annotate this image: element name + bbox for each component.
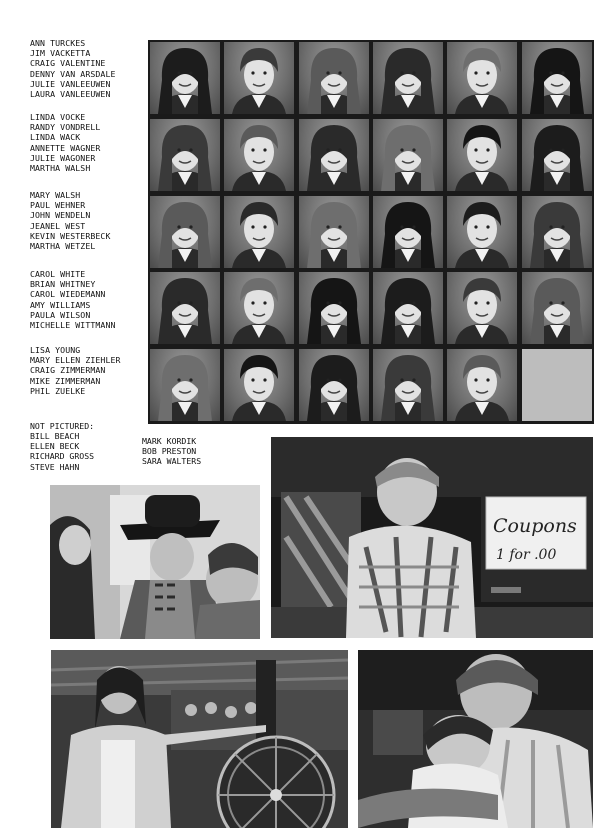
student-portrait: [522, 119, 592, 191]
student-name: MICHELLE WITTMANN: [30, 320, 116, 331]
student-name: CRAIG ZIMMERMAN: [30, 365, 106, 376]
student-name: MIKE ZIMMERMAN: [30, 375, 101, 386]
portrait-grid: [148, 40, 594, 424]
student-portrait: [224, 119, 294, 191]
student-name: ANNETTE WAGNER: [30, 142, 101, 153]
student-portrait: [522, 196, 592, 268]
not-pictured-name: BOB PRESTON: [142, 446, 197, 457]
student-portrait: [224, 42, 294, 114]
student-portrait: [299, 42, 369, 114]
sign-coupons-text: Coupons: [493, 515, 577, 537]
not-pictured-name: MARK KORDIK: [142, 436, 197, 446]
student-name: JEANEL WEST: [30, 220, 86, 231]
student-name: JIM VACKETTA: [30, 48, 91, 59]
not-pictured-name: SARA WALTERS: [142, 456, 202, 467]
student-name: PAULA WILSON: [30, 309, 91, 320]
student-name: PAUL WEHNER: [30, 200, 86, 211]
student-portrait: [447, 196, 517, 268]
not-pictured-name: STEVE HAHN: [30, 461, 80, 472]
name-list-row-1: [30, 38, 116, 99]
empty-portrait-slot: [522, 349, 592, 421]
student-portrait: [447, 42, 517, 114]
photo-cowboy-hat: [50, 485, 260, 639]
student-portrait: [447, 119, 517, 191]
student-name: LINDA WACK: [30, 132, 81, 143]
student-name: DENNY VAN ARSDALE: [30, 68, 116, 79]
sign-price-text: 1 for .00: [496, 547, 557, 563]
student-portrait: [299, 196, 369, 268]
photo-prize-wheel: [51, 650, 348, 828]
student-name: JULIE WAGONER: [30, 152, 96, 163]
student-name: ANN TURCKES: [30, 38, 86, 48]
not-pictured-column-2: [142, 436, 201, 467]
student-name: BRIAN WHITNEY: [30, 279, 96, 290]
student-name: MARTHA WETZEL: [30, 241, 96, 252]
name-list-row-3: [30, 190, 110, 251]
not-pictured-name: BILL BEACH: [30, 431, 80, 441]
student-name: JOHN WENDELN: [30, 210, 91, 221]
student-name: AMY WILLIAMS: [30, 299, 91, 310]
student-name: LINDA VOCKE: [30, 112, 86, 122]
student-portrait: [373, 349, 443, 421]
student-portrait: [373, 272, 443, 344]
student-name: PHIL ZUELKE: [30, 385, 86, 396]
student-portrait: [299, 349, 369, 421]
student-portrait: [299, 272, 369, 344]
student-portrait: [150, 119, 220, 191]
student-portrait: [150, 349, 220, 421]
student-name: LISA YOUNG: [30, 345, 81, 355]
student-portrait: [447, 272, 517, 344]
student-name: CAROL WHITE: [30, 269, 86, 279]
student-name: CAROL WIEDEMANN: [30, 289, 106, 300]
student-name: KEVIN WESTERBECK: [30, 230, 111, 241]
name-list-row-4: [30, 269, 116, 330]
student-portrait: [373, 119, 443, 191]
not-pictured-name: RICHARD GROSS: [30, 451, 95, 462]
photo-couple: [358, 650, 593, 828]
not-pictured-name: ELLEN BECK: [30, 441, 80, 452]
student-name: MARTHA WALSH: [30, 163, 91, 174]
student-portrait: [150, 272, 220, 344]
student-portrait: [522, 42, 592, 114]
student-portrait: [224, 196, 294, 268]
student-portrait: [224, 272, 294, 344]
name-list-row-5: [30, 345, 121, 396]
photo-bake-sale: [271, 437, 593, 638]
student-portrait: [150, 196, 220, 268]
student-name: MARY ELLEN ZIEHLER: [30, 355, 121, 366]
student-portrait: [150, 42, 220, 114]
student-name: LAURA VANLEEUWEN: [30, 89, 111, 100]
student-portrait: [373, 42, 443, 114]
student-portrait: [299, 119, 369, 191]
student-portrait: [373, 196, 443, 268]
name-list-row-2: [30, 112, 100, 173]
student-portrait: [447, 349, 517, 421]
student-portrait: [522, 272, 592, 344]
student-name: MARY WALSH: [30, 190, 81, 200]
not-pictured-column-1: [30, 431, 94, 472]
student-name: RANDY VONDRELL: [30, 122, 101, 133]
not-pictured-heading: NOT PICTURED:: [30, 421, 95, 431]
student-name: CRAIG VALENTINE: [30, 58, 106, 69]
student-portrait: [224, 349, 294, 421]
student-name: JULIE VANLEEUWEN: [30, 78, 111, 89]
